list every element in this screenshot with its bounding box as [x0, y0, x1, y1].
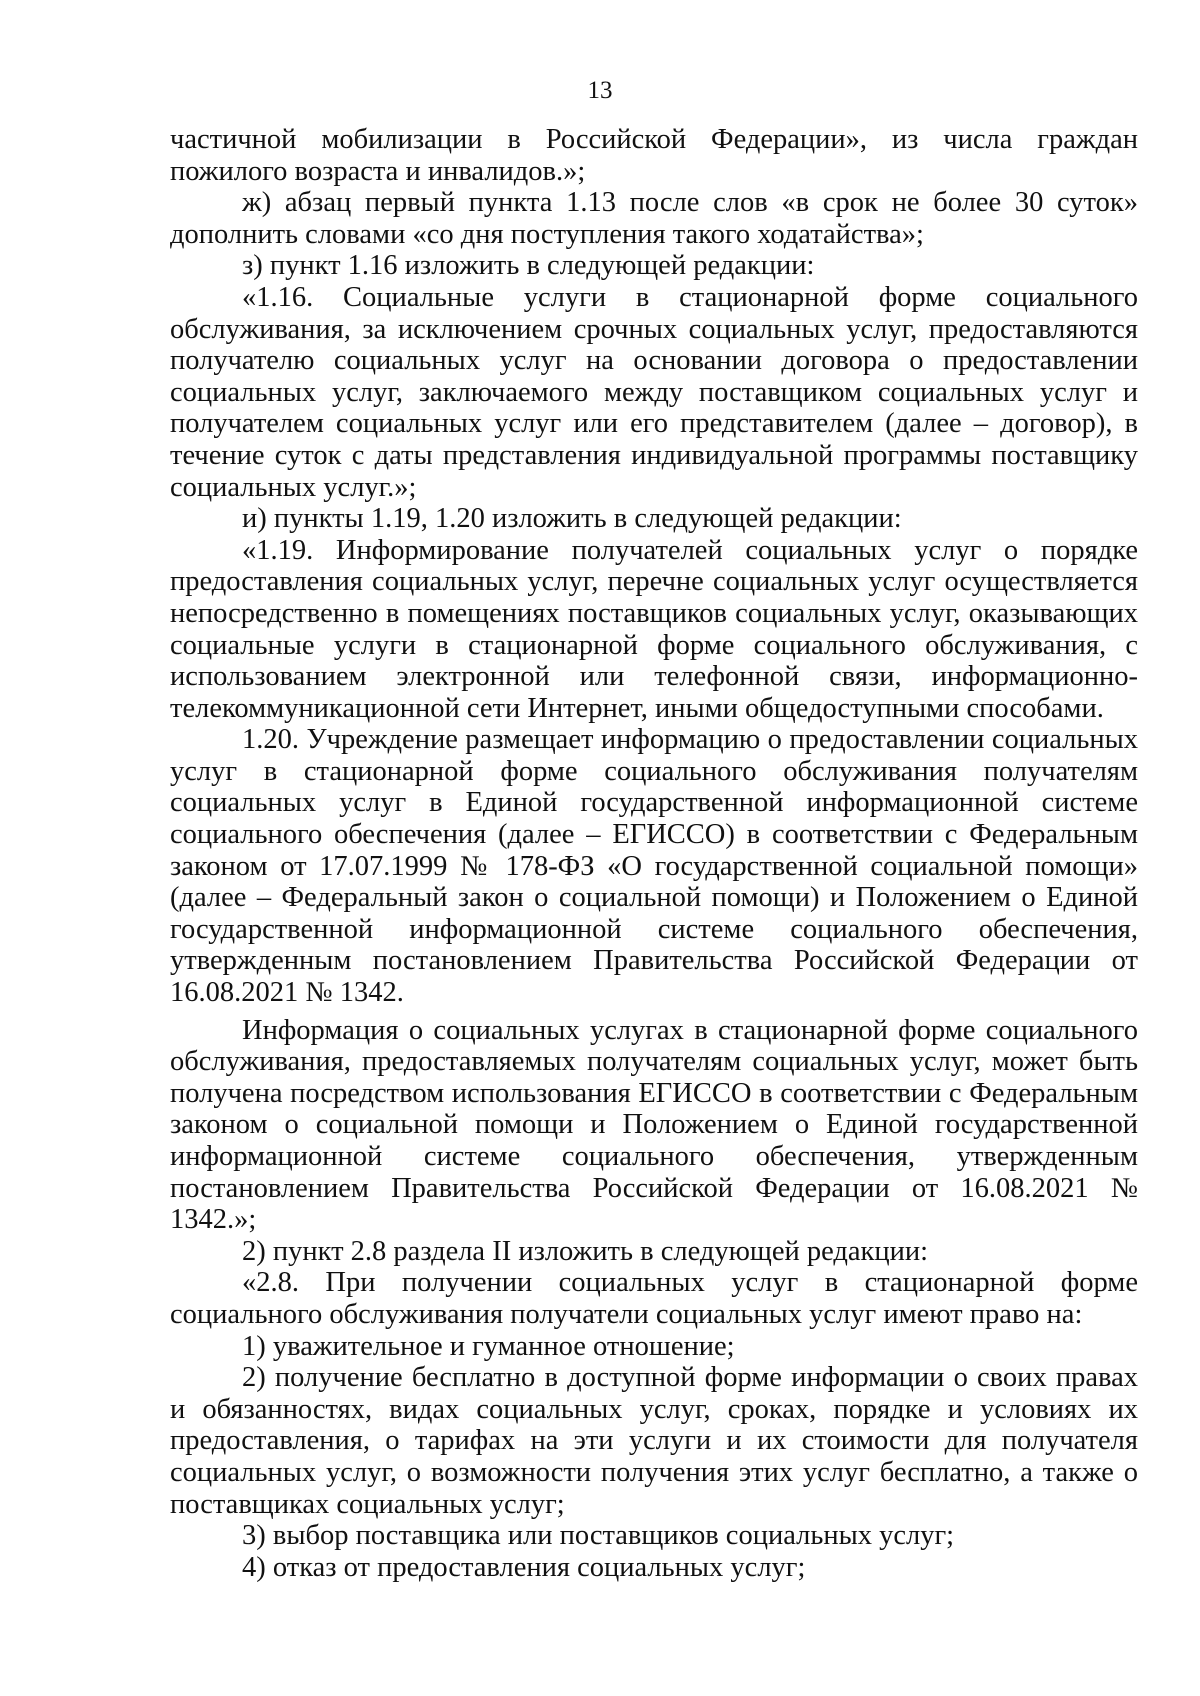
document-body	[170, 124, 1138, 1583]
paragraph-right-2: 2) получение бесплатно в доступной форме информации о своих правах и обязанностях, видах социальных услуг, сроках, порядке и условиях их предоставления, о тарифах на эти услуги и их стоимости для получателя социальных услуг, о возможности получения этих услуг бесплатно, а также о поставщиках социальных услуг;	[170, 1362, 1138, 1520]
paragraph-clause-1-19: «1.19. Информирование получателей социальных услуг о порядке предоставления социальных услуг, перечне социальных услуг осуществляется непосредственно в помещениях поставщиков социальных услуг, оказывающих социальные услуги в стационарной форме социального обслуживания, с использованием электронной или телефонной связи, информационно-телекоммуникационной сети Интернет, иными общедоступными способами.	[170, 534, 1138, 724]
paragraph-item-i: и) пункты 1.19, 1.20 изложить в следующей редакции:	[242, 503, 902, 535]
paragraph-right-4: 4) отказ от предоставления социальных услуг;	[242, 1551, 806, 1583]
paragraph-item-z: з) пункт 1.16 изложить в следующей редакции:	[242, 250, 815, 282]
paragraph-item-2: 2) пункт 2.8 раздела II изложить в следующей редакции:	[242, 1235, 929, 1267]
page-number: 13	[587, 77, 613, 104]
paragraph-continuation: частичной мобилизации в Российской Федерации», из числа граждан пожилого возраста и инвалидов.»;	[170, 124, 1138, 187]
paragraph-clause-1-16: «1.16. Социальные услуги в стационарной форме социального обслуживания, за исключением срочных социальных услуг, предоставляются получателю социальных услуг на основании договора о предоставлении социальных услуг, заключаемого между поставщиком социальных услуг и получателем социальных услуг или его представителем (далее – договор), в течение суток с даты представления индивидуальной программы поставщику социальных услуг.»;	[170, 281, 1138, 503]
paragraph-item-zh: ж) абзац первый пункта 1.13 после слов «в срок не более 30 суток» дополнить словами «со дня поступления такого ходатайства»;	[170, 187, 1138, 250]
paragraph-clause-1-20: 1.20. Учреждение размещает информацию о предоставлении социальных услуг в стационарной форме социального обслуживания получателям социальных услуг в Единой государственной информационной системе социального обеспечения (далее – ЕГИССО) в соответствии с Федеральным законом от 17.07.1999 № 178-ФЗ «О государственной социальной помощи» (далее – Федеральный закон о социальной помощи) и Положением о Единой государственной информационной системе социального обеспечения, утвержденным постановлением Правительства Российской Федерации от 16.08.2021 № 1342.	[170, 724, 1138, 1009]
paragraph-clause-2-8: «2.8. При получении социальных услуг в стационарной форме социального обслуживания получатели социальных услуг имеют право на:	[170, 1267, 1138, 1330]
paragraph-right-1: 1) уважительное и гуманное отношение;	[242, 1330, 735, 1362]
paragraph-egisso-info: Информация о социальных услугах в стационарной форме социального обслуживания, предоставляемых получателям социальных услуг, может быть получена посредством использования ЕГИССО в соответствии с Федеральным законом о социальной помощи и Положением о Единой государственной информационной системе социального обеспечения, утвержденным постановлением Правительства Российской Федерации от 16.08.2021 № 1342.»;	[170, 1014, 1138, 1236]
paragraph-right-3: 3) выбор поставщика или поставщиков социальных услуг;	[242, 1520, 955, 1552]
